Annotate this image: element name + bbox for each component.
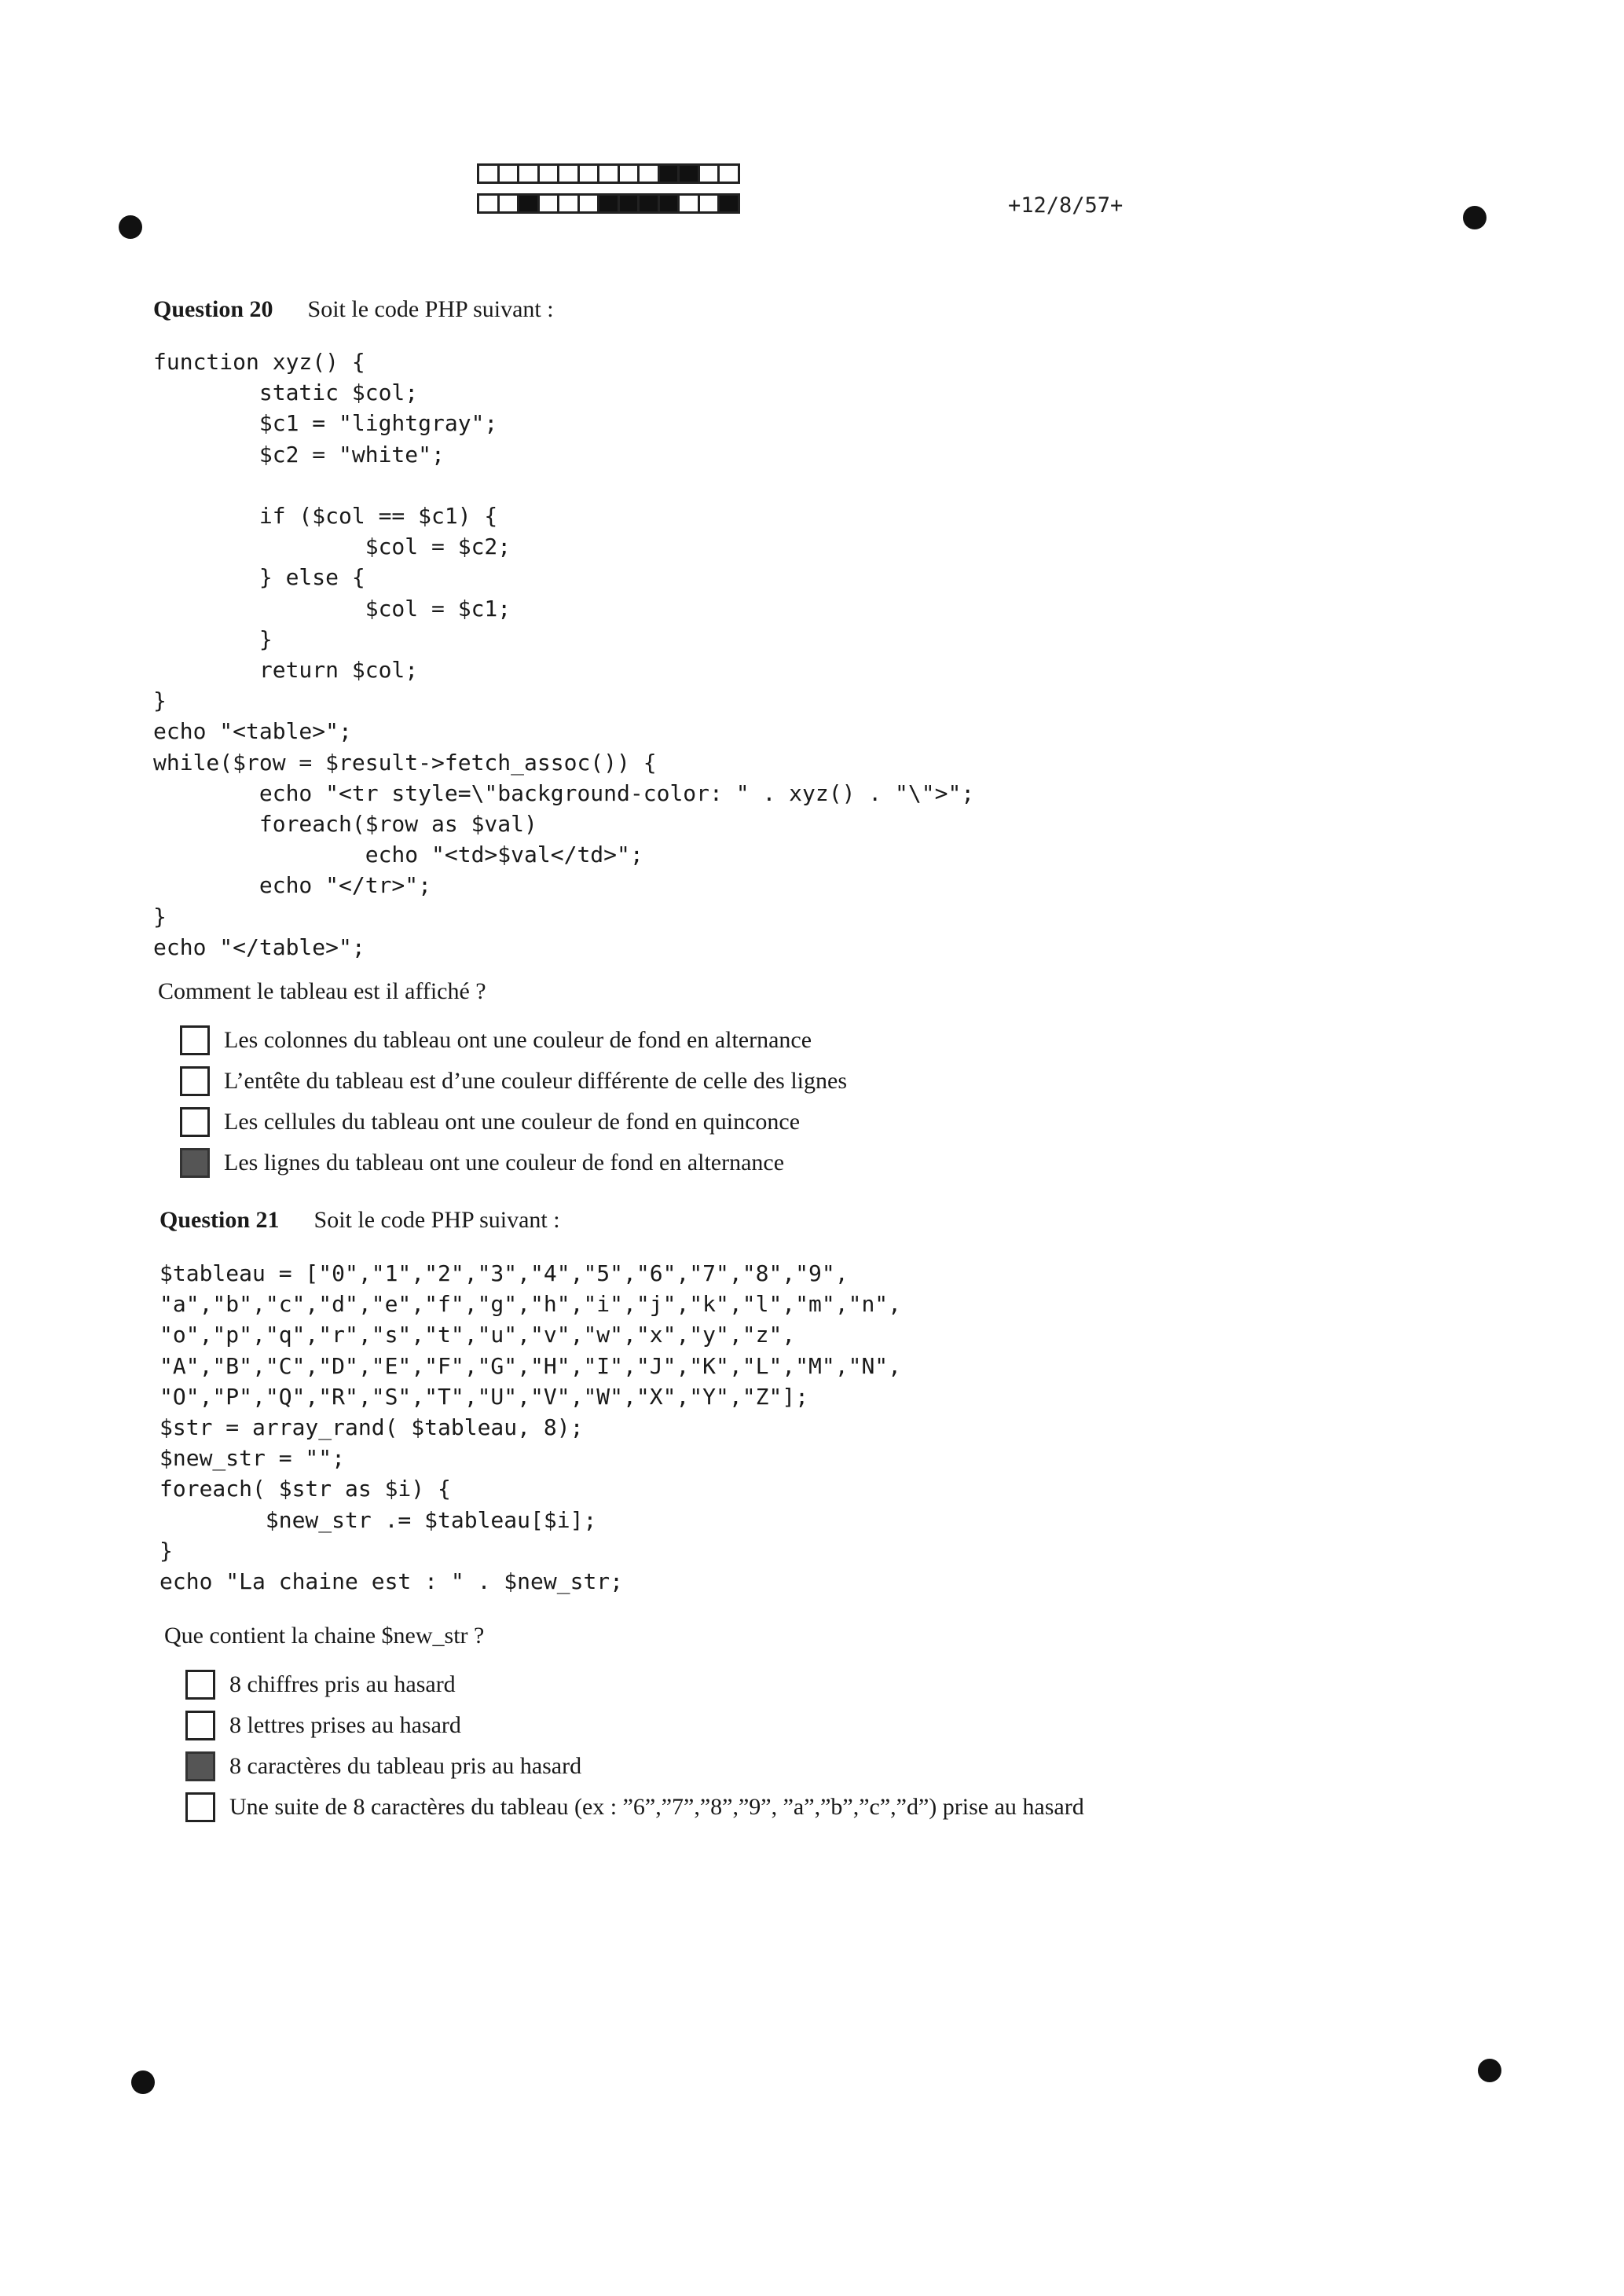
answer-label: Une suite de 8 caractères du tableau (ex : ”6”,”7”,”8”,”9”, ”a”,”b”,”c”,”d”) prise au hasard xyxy=(229,1794,1084,1820)
barcode-cell xyxy=(557,193,580,214)
question-21-prompt: Que contient la chaine $new_str ? xyxy=(164,1623,485,1649)
barcode-cell xyxy=(637,193,660,214)
answer-label: Les colonnes du tableau ont une couleur de fond en alternance xyxy=(224,1027,812,1053)
registration-mark-bottom-left xyxy=(131,2070,155,2094)
answer-checkbox[interactable] xyxy=(185,1751,215,1781)
barcode-cell xyxy=(577,193,600,214)
barcode-cell xyxy=(537,193,560,214)
answer-label: 8 lettres prises au hasard xyxy=(229,1712,461,1738)
question-21-option-2[interactable] xyxy=(185,1711,461,1740)
barcode-cell xyxy=(477,163,500,184)
barcode-cell xyxy=(698,163,720,184)
question-20-prompt: Comment le tableau est il affiché ? xyxy=(158,978,486,1004)
question-number: Question 20 xyxy=(153,296,273,322)
barcode-cell xyxy=(658,163,680,184)
answer-checkbox[interactable] xyxy=(180,1066,210,1096)
barcode-cell xyxy=(497,193,520,214)
barcode-cell xyxy=(537,163,560,184)
question-20-header xyxy=(153,296,554,323)
barcode-cell xyxy=(517,163,540,184)
barcode-cell xyxy=(477,193,500,214)
barcode-cell xyxy=(677,193,700,214)
barcode-cell xyxy=(637,163,660,184)
barcode-cell xyxy=(597,193,620,214)
answer-label: 8 chiffres pris au hasard xyxy=(229,1671,456,1697)
registration-mark-bottom-right xyxy=(1478,2059,1501,2082)
answer-checkbox[interactable] xyxy=(180,1025,210,1055)
barcode-cell xyxy=(717,163,740,184)
answer-checkbox[interactable] xyxy=(185,1711,215,1740)
answer-checkbox[interactable] xyxy=(185,1670,215,1700)
answer-label: Les lignes du tableau ont une couleur de fond en alternance xyxy=(224,1150,785,1176)
barcode-cell xyxy=(677,163,700,184)
question-21-option-3[interactable] xyxy=(185,1751,581,1781)
barcode-cell xyxy=(517,193,540,214)
question-21-option-4[interactable] xyxy=(185,1792,1084,1822)
question-number: Question 21 xyxy=(159,1207,280,1233)
question-20-option-3[interactable] xyxy=(180,1107,800,1137)
answer-label: 8 caractères du tableau pris au hasard xyxy=(229,1753,582,1779)
page-id: +12/8/57+ xyxy=(1008,193,1124,218)
question-20-option-2[interactable] xyxy=(180,1066,847,1096)
question-21-option-1[interactable] xyxy=(185,1670,456,1700)
barcode-cell xyxy=(717,193,740,214)
answer-label: L’entête du tableau est d’une couleur différente de celle des lignes xyxy=(224,1068,848,1094)
answer-checkbox[interactable] xyxy=(180,1148,210,1178)
barcode-cell xyxy=(618,193,640,214)
registration-mark-top-right xyxy=(1463,206,1487,229)
registration-mark-top-left xyxy=(119,215,142,239)
question-21-code: $tableau = ["0","1","2","3","4","5","6","7","8","9", "a","b","c","d","e","f","g","h","i","j","k","l","m","n", "o","p","q","r","s","t","u","v","w","x","y","z", "A","B","C","D","E","F","G","H","I","J","K","L","M","N", "O","P","Q","R","S","T","U","V","W","X","Y","Z"]; $str = array_rand( $tableau, 8); $new_str = ""; foreach( $str as $i) { $new_str .= $tableau[$i]; } echo "La chaine est : " . $new_str; xyxy=(159,1260,902,1595)
answer-checkbox[interactable] xyxy=(185,1792,215,1822)
question-20-code: function xyz() { static $col; $c1 = "lightgray"; $c2 = "white"; if ($col == $c1) { $col = $c2; } else { $col = $c1; } return $col; } echo "<table>"; while($row = $result->fetch_assoc()) { echo "<tr style=\"background-color: " . xyz() . "\">"; foreach($row as $val) echo "<td>$val</td>"; echo "</tr>"; } echo "</table>"; xyxy=(153,349,975,960)
barcode-cell xyxy=(618,163,640,184)
barcode-cell xyxy=(597,163,620,184)
barcode-cell xyxy=(497,163,520,184)
question-intro: Soit le code PHP suivant : xyxy=(307,296,554,322)
question-20-option-1[interactable] xyxy=(180,1025,812,1055)
answer-checkbox[interactable] xyxy=(180,1107,210,1137)
question-20-option-4[interactable] xyxy=(180,1148,784,1178)
barcode-row-top xyxy=(477,163,738,184)
barcode-cell xyxy=(557,163,580,184)
answer-label: Les cellules du tableau ont une couleur de fond en quinconce xyxy=(224,1109,801,1135)
barcode-cell xyxy=(698,193,720,214)
barcode-cell xyxy=(577,163,600,184)
barcode-cell xyxy=(658,193,680,214)
barcode-row-bottom xyxy=(477,193,738,214)
question-21-header xyxy=(159,1207,560,1234)
question-intro: Soit le code PHP suivant : xyxy=(313,1207,560,1233)
